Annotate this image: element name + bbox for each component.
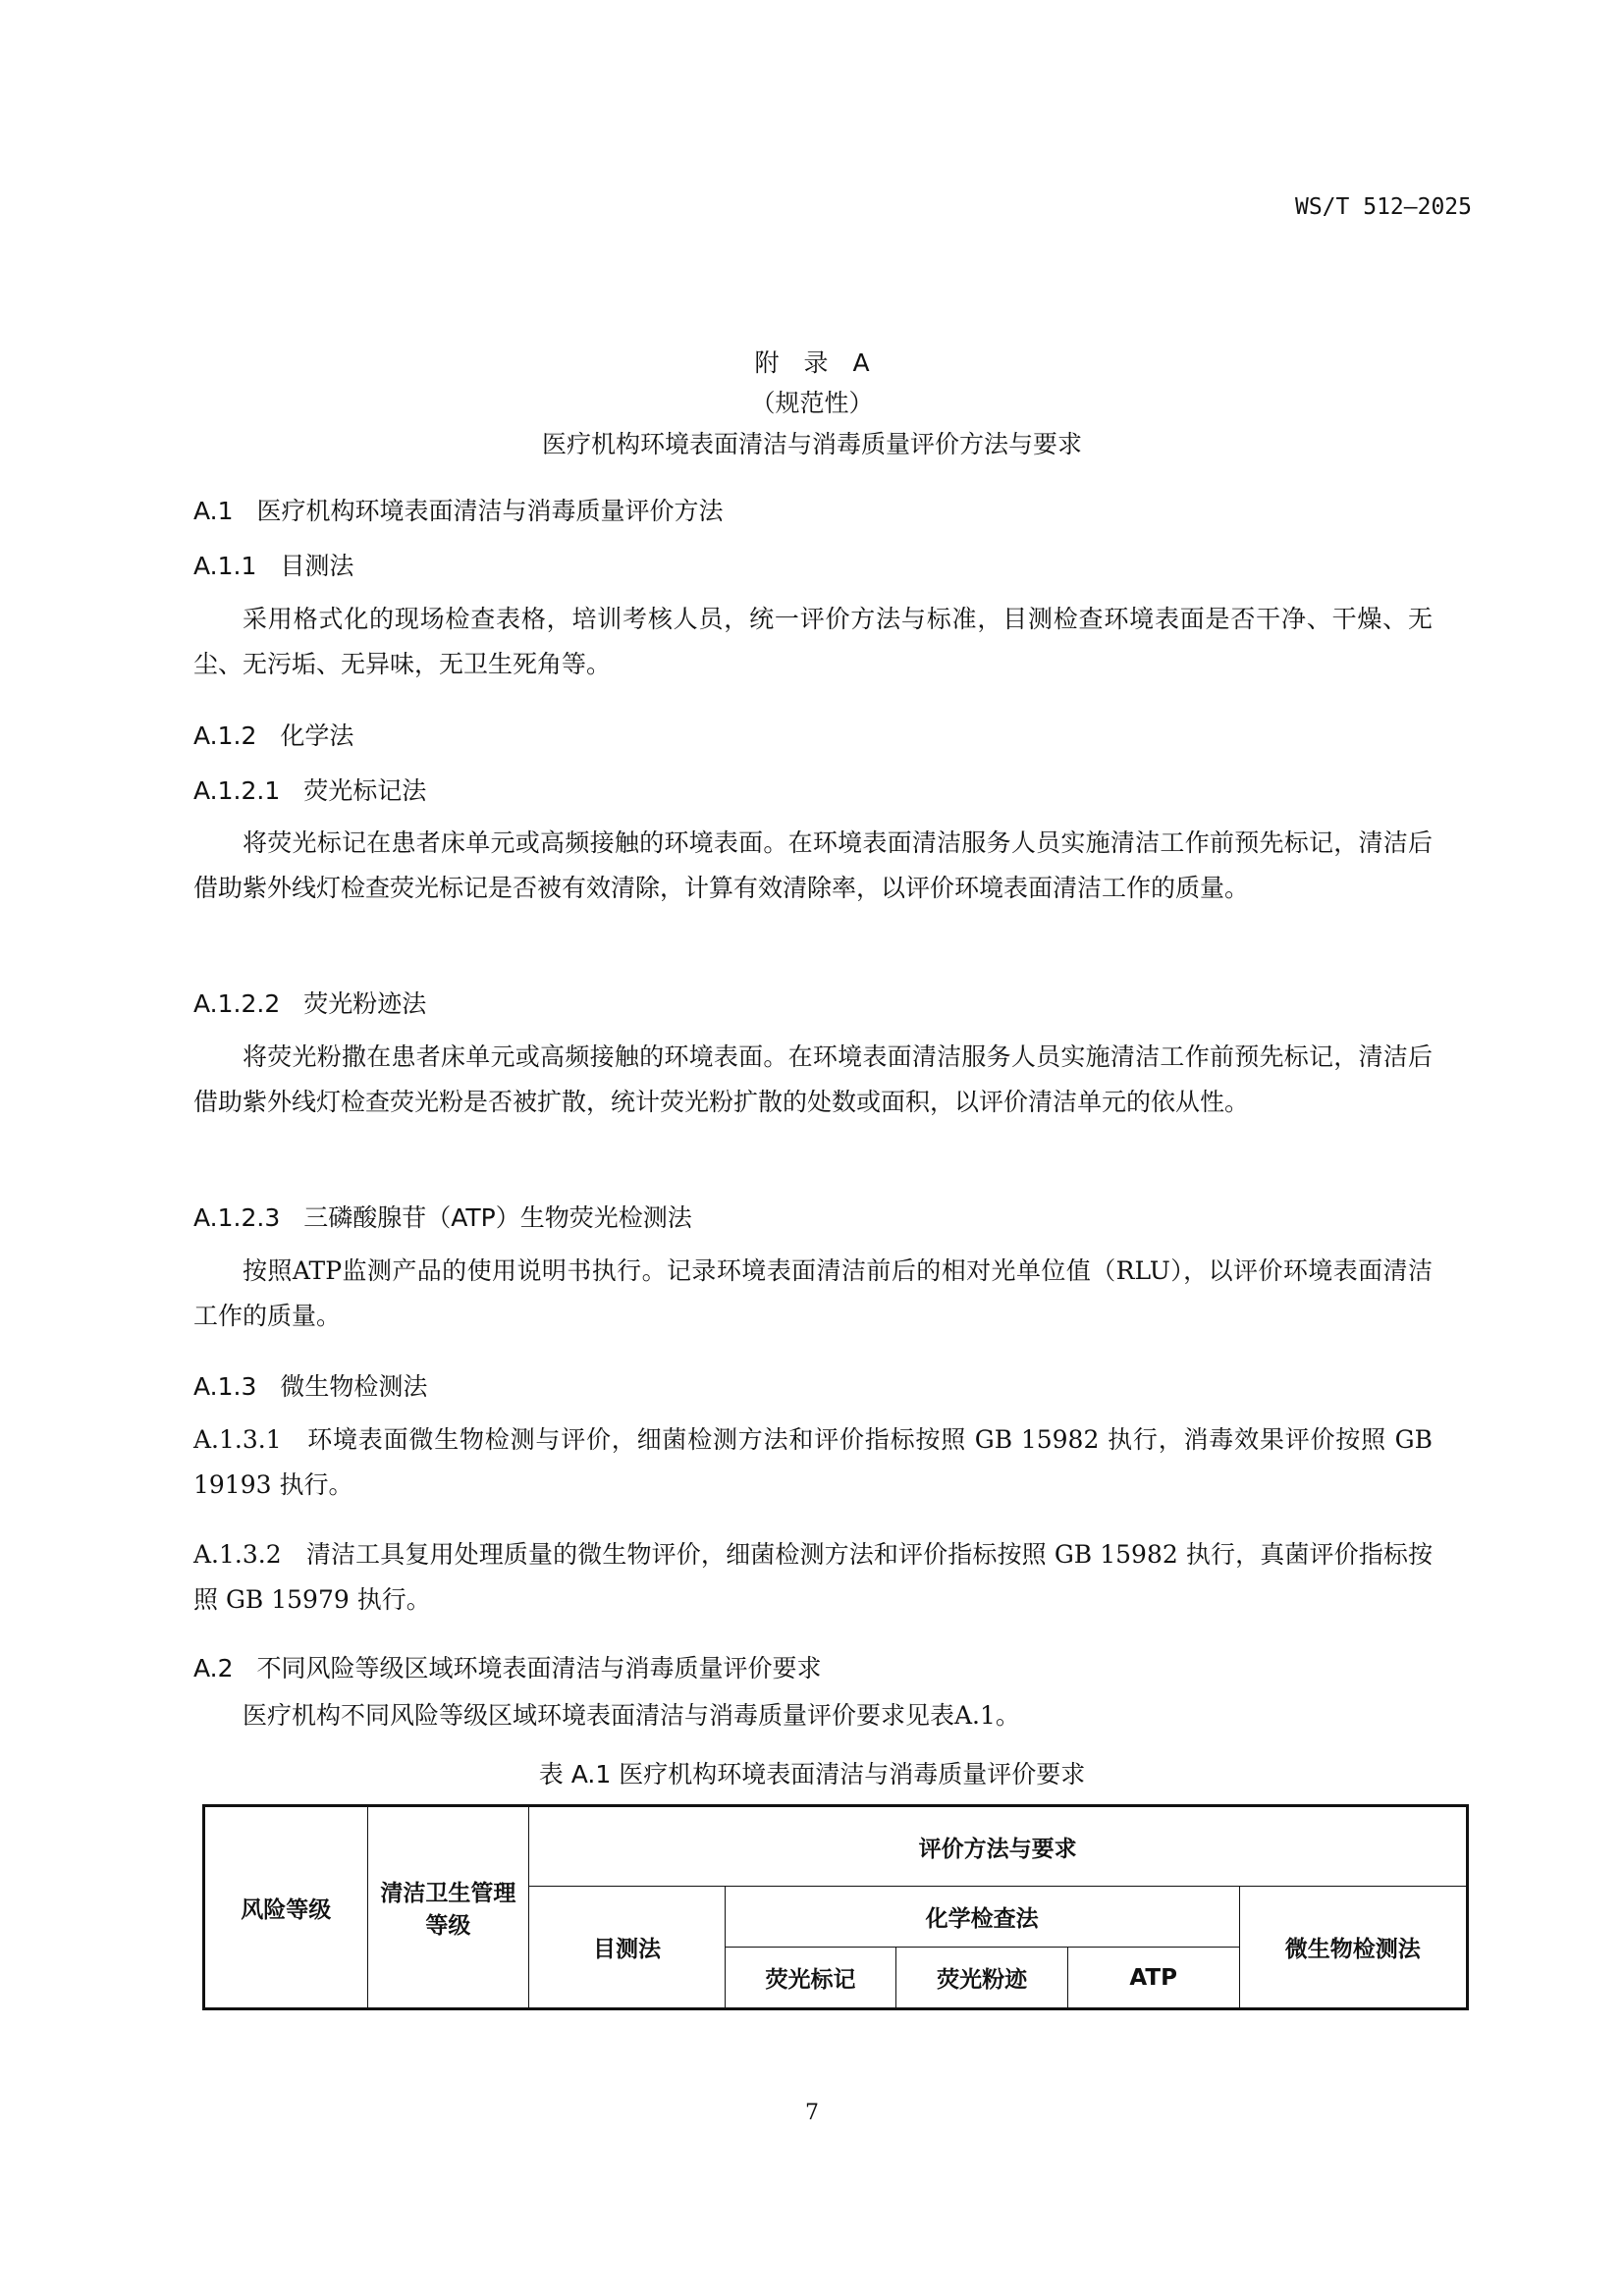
section-title: 三磷酸腺苷（ATP）生物荧光检测法 <box>303 1203 692 1232</box>
section-title: 微生物检测法 <box>280 1372 428 1401</box>
section-number: A.1 <box>193 497 234 525</box>
section-a132-text: A.1.3.2 清洁工具复用处理质量的微生物评价，细菌检测方法和评价指标按照 GB 15982 执行，真菌评价指标按照 GB 15979 执行。 <box>193 1540 1433 1614</box>
section-title: 化学法 <box>280 721 354 750</box>
section-a12-heading <box>193 717 353 752</box>
header-mgmt-level: 清洁卫生管理等级 <box>367 1806 529 2009</box>
header-methods: 评价方法与要求 <box>529 1806 1468 1887</box>
section-title: 不同风险等级区域环境表面清洁与消毒质量评价要求 <box>256 1654 822 1682</box>
section-a122-text: 将荧光粉撒在患者床单元或高频接触的环境表面。在环境表面清洁服务人员实施清洁工作前预先标记，清洁后借助紫外线灯检查荧光粉是否被扩散，统计荧光粉扩散的处数或面积，以评价清洁单元的依从性。 <box>193 1042 1433 1116</box>
section-a121-text: 将荧光标记在患者床单元或高频接触的环境表面。在环境表面清洁服务人员实施清洁工作前预先标记，清洁后借助紫外线灯检查荧光标记是否被有效清除，计算有效清除率，以评价环境表面清洁工作的质量。 <box>193 828 1433 902</box>
section-title: 荧光标记法 <box>303 776 427 805</box>
header-chemical: 化学检查法 <box>725 1887 1239 1948</box>
section-title: 目测法 <box>280 552 354 580</box>
section-number: A.1.2.3 <box>193 1203 281 1232</box>
section-a121-heading <box>193 772 426 807</box>
appendix-title: 附 录 A <box>754 348 870 377</box>
section-a11-heading <box>193 547 353 582</box>
document-code: WS/T 512—2025 <box>1294 194 1472 220</box>
section-a11-text: 采用格式化的现场检查表格，培训考核人员，统一评价方法与标准，目测检查环境表面是否干净、干燥、无尘、无污垢、无异味，无卫生死角等。 <box>193 605 1433 678</box>
section-a2-text: 医疗机构不同风险等级区域环境表面清洁与消毒质量评价要求见表A.1。 <box>243 1701 1020 1730</box>
table-title: 表 A.1 医疗机构环境表面清洁与消毒质量评价要求 <box>538 1760 1086 1789</box>
header-visual: 目测法 <box>529 1887 726 2009</box>
appendix-subtitle: 医疗机构环境表面清洁与消毒质量评价方法与要求 <box>541 430 1082 458</box>
header-atp: ATP <box>1067 1948 1239 2009</box>
section-number: A.1.2 <box>193 721 257 750</box>
section-number: A.2 <box>193 1654 234 1682</box>
appendix-type: （规范性） <box>750 389 874 417</box>
header-micro: 微生物检测法 <box>1239 1887 1467 2009</box>
section-a131-text: A.1.3.1 环境表面微生物检测与评价，细菌检测方法和评价指标按照 GB 15982 执行，消毒效果评价按照 GB 19193 执行。 <box>193 1425 1433 1499</box>
section-number: A.1.2.1 <box>193 776 281 805</box>
header-risk-level: 风险等级 <box>204 1806 368 2009</box>
section-a123-text: 按照ATP监测产品的使用说明书执行。记录环境表面清洁前后的相对光单位值（RLU），以评价环境表面清洁工作的质量。 <box>193 1256 1433 1330</box>
section-a122-heading <box>193 985 426 1020</box>
section-title: 医疗机构环境表面清洁与消毒质量评价方法 <box>256 497 724 525</box>
section-a2-heading <box>193 1649 822 1684</box>
section-number: A.1.2.2 <box>193 989 281 1018</box>
header-fluor-powder: 荧光粉迹 <box>896 1948 1068 2009</box>
evaluation-requirements-table <box>202 1804 1469 2010</box>
page-number: 7 <box>805 2101 819 2125</box>
section-title: 荧光粉迹法 <box>303 989 427 1018</box>
section-number: A.1.1 <box>193 552 257 580</box>
section-number: A.1.3 <box>193 1372 257 1401</box>
section-a1-heading <box>193 492 724 527</box>
header-fluor-mark: 荧光标记 <box>725 1948 896 2009</box>
section-a123-heading <box>193 1199 692 1234</box>
section-a13-heading <box>193 1367 427 1403</box>
